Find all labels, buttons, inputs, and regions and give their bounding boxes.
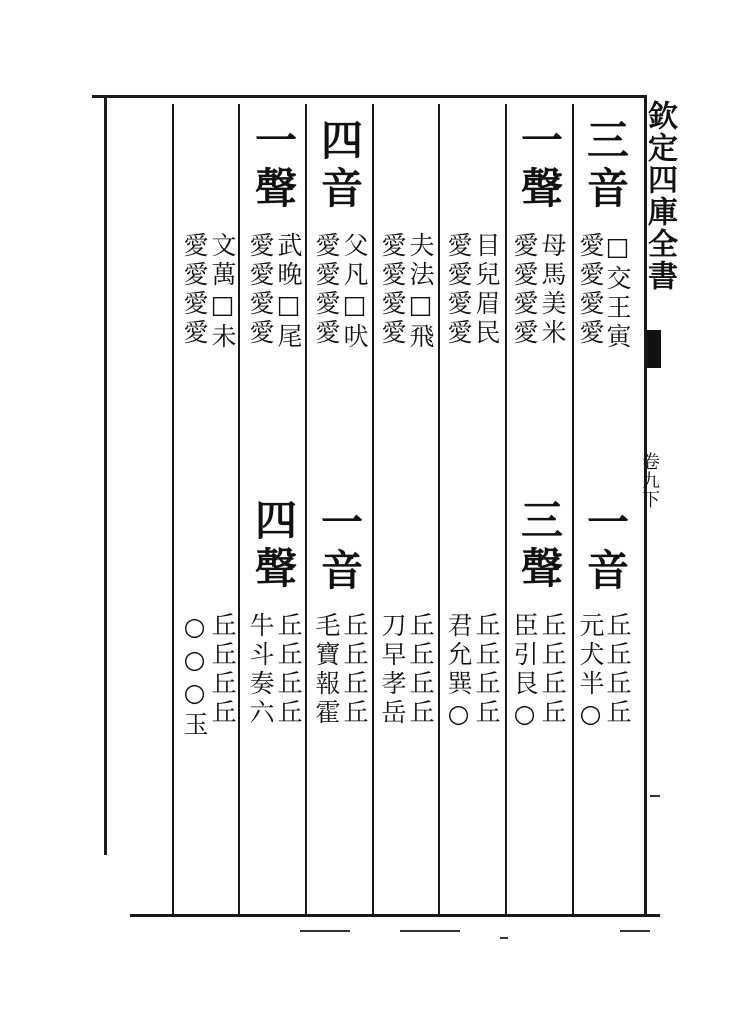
column-7-chars-top-a: 文萬□未 [208, 232, 237, 352]
column-1-heading-top: 三音 [581, 118, 630, 214]
column-divider [305, 104, 307, 914]
margin-title: 欽定四庫全書 [642, 100, 677, 292]
column-5-chars-top-b: 愛愛愛愛 [312, 232, 341, 348]
column-2-chars-top-b: 愛愛愛愛 [510, 232, 539, 348]
column-2-chars-top-a: 母馬美米 [538, 232, 567, 348]
column-3-chars-top-b: 愛愛愛愛 [444, 232, 473, 348]
top-border [92, 95, 647, 98]
column-3-chars-top-a: 目兒眉民 [472, 232, 501, 348]
inner-left-rule [172, 104, 174, 914]
fish-tail-mark [647, 330, 661, 368]
column-6-heading-bottom: 四聲 [249, 498, 298, 594]
column-6-chars-top-b: 愛愛愛愛 [246, 232, 275, 348]
column-1-chars-bottom-a: 丘丘丘丘 [603, 612, 632, 728]
column-4-chars-bottom-b: 刀早孝岳 [378, 612, 407, 728]
bottom-border [130, 914, 660, 917]
margin-tick [650, 795, 660, 797]
column-5-heading-bottom: 一音 [315, 500, 364, 596]
column-4-chars-top-a: 夫法□飛 [406, 232, 435, 352]
column-divider [572, 104, 574, 914]
left-outer-border [104, 95, 107, 855]
column-5-heading-top: 四音 [315, 118, 364, 214]
column-2-heading-bottom: 三聲 [515, 498, 564, 594]
column-2-chars-bottom-a: 丘丘丘丘 [538, 612, 567, 728]
column-2-heading-top: 一聲 [515, 118, 564, 214]
column-2-chars-bottom-b: 臣引艮○ [510, 612, 539, 732]
column-6-heading-top: 一聲 [249, 118, 298, 214]
column-1-heading-bottom: 一音 [581, 500, 630, 596]
column-divider [238, 104, 240, 914]
scan-mark [300, 930, 350, 932]
column-5-chars-top-a: 父凡□吠 [340, 232, 369, 352]
column-divider [438, 104, 440, 914]
scan-mark [400, 930, 460, 932]
column-7-chars-bottom-a: 丘丘丘丘 [208, 612, 237, 728]
column-6-chars-bottom-b: 牛斗奏六 [246, 612, 275, 728]
juan-label: 卷九下 [639, 452, 660, 509]
column-5-chars-bottom-b: 毛寶報霍 [312, 612, 341, 728]
scan-mark [620, 930, 650, 932]
column-6-chars-top-a: 武晚□尾 [274, 232, 303, 352]
column-1-chars-top-a: □交王寅 [603, 232, 632, 352]
column-1-chars-bottom-b: 元犬半○ [576, 612, 605, 732]
column-4-chars-bottom-a: 丘丘丘丘 [406, 612, 435, 728]
column-7-chars-top-b: 愛愛愛愛 [180, 232, 209, 348]
column-6-chars-bottom-a: 丘丘丘丘 [274, 612, 303, 728]
column-4-chars-top-b: 愛愛愛愛 [378, 232, 407, 348]
column-3-chars-bottom-a: 丘丘丘丘 [472, 612, 501, 728]
column-divider [372, 104, 374, 914]
column-7-chars-bottom-b: ○○○玉 [180, 612, 209, 740]
scan-mark [500, 937, 508, 939]
column-divider [505, 104, 507, 914]
column-5-chars-bottom-a: 丘丘丘丘 [340, 612, 369, 728]
column-1-chars-top-b: 愛愛愛愛 [576, 232, 605, 348]
column-3-chars-bottom-b: 君允巽○ [444, 612, 473, 732]
